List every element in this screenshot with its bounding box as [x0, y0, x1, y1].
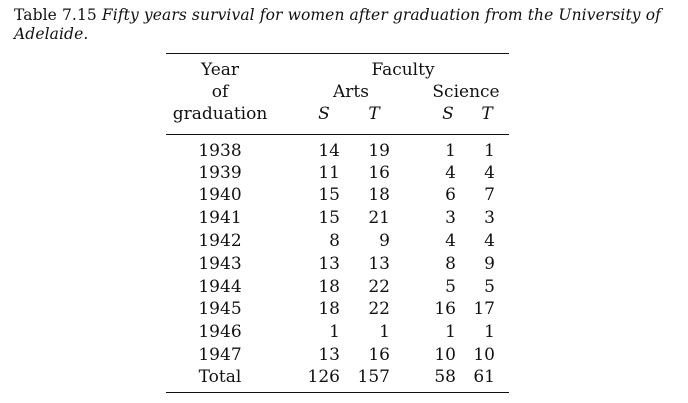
science-s-cell: 1 — [445, 322, 456, 342]
table-row — [0, 162, 688, 184]
arts-t-cell: 16 — [368, 345, 390, 365]
table-row — [0, 344, 688, 366]
year-cell: 1941 — [198, 208, 242, 228]
science-s-cell: 3 — [445, 208, 456, 228]
arts-s-cell: 15 — [318, 185, 340, 205]
science-s-cell: 1 — [445, 141, 456, 161]
year-cell: 1946 — [198, 322, 242, 342]
header-arts-s: S — [318, 104, 330, 124]
header-arts: Arts — [333, 82, 369, 102]
arts-s-cell: 14 — [318, 141, 340, 161]
caption-title-line1: Fifty years survival for women after graduation from the University of — [101, 6, 661, 24]
header-science-s: S — [442, 104, 454, 124]
table-row — [0, 321, 688, 343]
science-t-cell: 7 — [484, 185, 495, 205]
year-cell: 1943 — [198, 254, 242, 274]
arts-s-total: 126 — [307, 367, 340, 387]
header-rule — [166, 134, 509, 135]
header-science: Science — [432, 82, 500, 102]
science-t-cell: 3 — [484, 208, 495, 228]
science-s-cell: 4 — [445, 231, 456, 251]
table-row — [0, 276, 688, 298]
arts-t-cell: 21 — [368, 208, 390, 228]
header-science-t: T — [481, 104, 493, 124]
science-s-total: 58 — [434, 367, 456, 387]
year-cell: 1947 — [198, 345, 242, 365]
total-label: Total — [198, 367, 242, 387]
science-t-cell: 4 — [484, 231, 495, 251]
year-cell: 1944 — [198, 277, 242, 297]
arts-s-cell: 11 — [318, 163, 340, 183]
table-caption — [14, 6, 674, 44]
science-t-cell: 1 — [484, 322, 495, 342]
arts-t-cell: 22 — [368, 277, 390, 297]
science-s-cell: 8 — [445, 254, 456, 274]
arts-s-cell: 1 — [329, 322, 340, 342]
year-cell: 1945 — [198, 299, 242, 319]
science-t-total: 61 — [473, 367, 495, 387]
table-row — [0, 298, 688, 320]
year-cell: 1939 — [198, 163, 242, 183]
table-row — [0, 207, 688, 229]
top-rule — [166, 53, 509, 54]
arts-t-cell: 13 — [368, 254, 390, 274]
table-row — [0, 230, 688, 252]
year-cell: 1942 — [198, 231, 242, 251]
arts-t-cell: 22 — [368, 299, 390, 319]
science-s-cell: 5 — [445, 277, 456, 297]
arts-s-cell: 8 — [329, 231, 340, 251]
arts-t-cell: 18 — [368, 185, 390, 205]
header-year-line2: of — [211, 82, 229, 102]
arts-s-cell: 18 — [318, 277, 340, 297]
header-year-line3: graduation — [172, 104, 268, 124]
science-t-cell: 5 — [484, 277, 495, 297]
science-s-cell: 6 — [445, 185, 456, 205]
arts-t-cell: 19 — [368, 141, 390, 161]
year-cell: 1940 — [198, 185, 242, 205]
header-arts-t: T — [368, 104, 380, 124]
year-cell: 1938 — [198, 141, 242, 161]
arts-s-cell: 18 — [318, 299, 340, 319]
arts-t-cell: 9 — [379, 231, 390, 251]
caption-label: Table 7.15 — [14, 6, 97, 24]
bottom-rule — [166, 392, 509, 393]
table-row — [0, 253, 688, 275]
arts-t-cell: 16 — [368, 163, 390, 183]
science-t-cell: 17 — [473, 299, 495, 319]
science-t-cell: 10 — [473, 345, 495, 365]
arts-s-cell: 13 — [318, 345, 340, 365]
science-t-cell: 9 — [484, 254, 495, 274]
science-s-cell: 16 — [434, 299, 456, 319]
arts-t-cell: 1 — [379, 322, 390, 342]
header-faculty: Faculty — [371, 60, 435, 80]
science-t-cell: 1 — [484, 141, 495, 161]
table-row — [0, 184, 688, 206]
arts-s-cell: 15 — [318, 208, 340, 228]
science-s-cell: 4 — [445, 163, 456, 183]
arts-s-cell: 13 — [318, 254, 340, 274]
header-year-line1: Year — [200, 60, 240, 80]
caption-title-line2: Adelaide. — [14, 25, 89, 43]
table-row — [0, 140, 688, 162]
arts-t-total: 157 — [357, 367, 390, 387]
science-s-cell: 10 — [434, 345, 456, 365]
table-row-total — [0, 366, 688, 388]
science-t-cell: 4 — [484, 163, 495, 183]
